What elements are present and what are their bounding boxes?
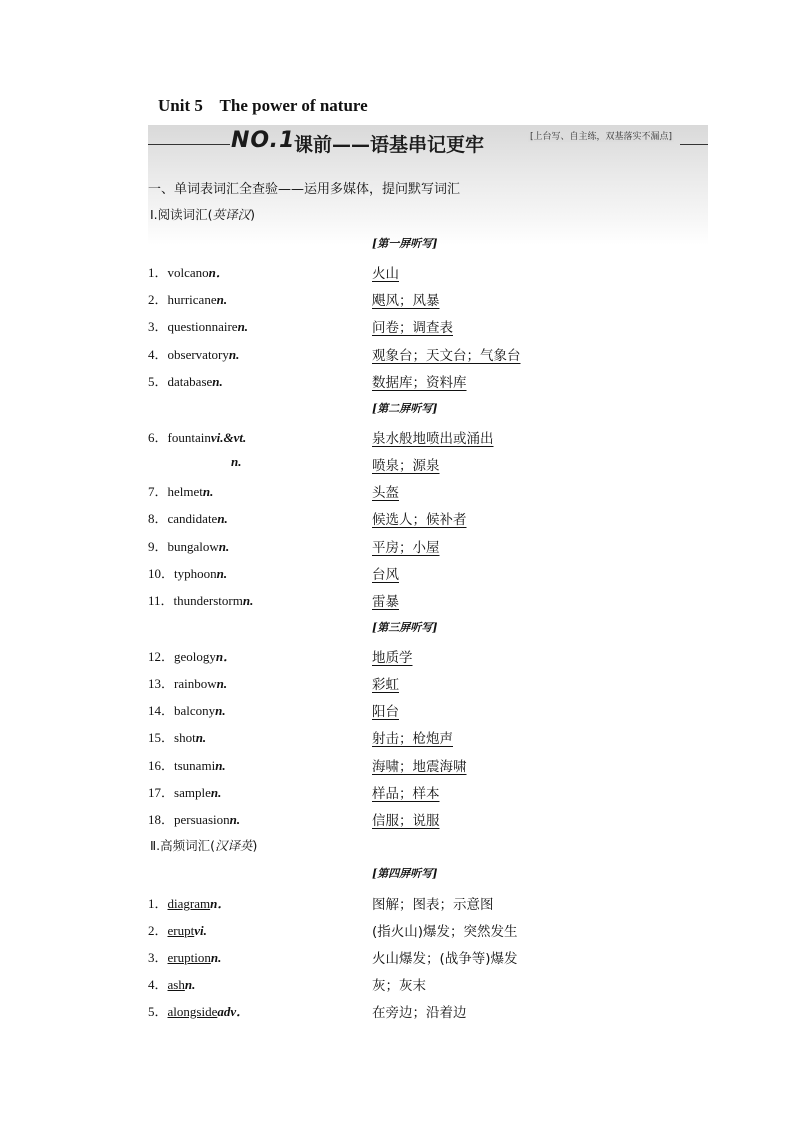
chinese-meaning: 头盔 (372, 485, 399, 501)
english-term (148, 481, 213, 500)
english-term (148, 700, 226, 719)
part2-label: Ⅱ.高频词汇( (150, 838, 216, 853)
chinese-meaning: 图解；图表；示意图 (372, 897, 494, 913)
part-of-speech: n. (212, 374, 223, 389)
word-row (148, 755, 708, 775)
english-word: hurricane (167, 292, 217, 307)
chinese-meaning: 彩虹 (372, 677, 399, 693)
chinese-meaning: 平房；小屋 (372, 540, 440, 556)
item-number: 1． (148, 265, 168, 280)
item-number: 4． (148, 977, 168, 992)
chinese-meaning: 阳台 (372, 704, 399, 720)
listen-label: [第四屏听写] (372, 867, 438, 880)
english-term (148, 508, 228, 527)
part-of-speech: adv． (217, 1004, 250, 1019)
stage-note (528, 132, 674, 148)
chinese-meaning: 问卷；调查表 (372, 320, 453, 336)
english-word: diagram (167, 896, 211, 911)
item-number: 5． (148, 1004, 168, 1019)
item-number: 2． (148, 292, 168, 307)
word-row (148, 727, 708, 747)
chinese-meaning: 在旁边；沿着边 (372, 1005, 467, 1021)
english-term (148, 563, 227, 582)
english-term (148, 893, 230, 912)
item-number: 9． (148, 539, 168, 554)
chinese-meaning: 火山 (372, 266, 399, 282)
word-row (148, 371, 708, 391)
part-of-speech: n． (210, 896, 231, 911)
chinese-meaning: 灰；灰末 (372, 978, 426, 994)
english-word: observatory (167, 347, 229, 362)
part1-close: ) (250, 207, 255, 222)
chinese-meaning: 数据库；资料库 (372, 375, 467, 391)
stage-note-text: [上台写、自主练，双基落实不漏点] (530, 132, 673, 142)
part-of-speech: n. (202, 484, 214, 499)
part-of-speech: n. (231, 454, 242, 469)
english-word: geology (174, 649, 216, 664)
part1-mode: 英译汉 (212, 207, 251, 222)
banner-rule-right (680, 144, 708, 145)
english-word: rainbow (174, 676, 217, 691)
item-number: 12． (148, 649, 175, 664)
word-row (148, 344, 708, 364)
english-word: typhoon (174, 566, 217, 581)
item-number: 18． (148, 812, 175, 827)
part-of-speech: n. (215, 758, 226, 773)
english-term (148, 344, 239, 363)
part1-label: Ⅰ.阅读词汇( (150, 207, 213, 222)
part-of-speech: n. (217, 511, 228, 526)
english-word: shot (174, 730, 196, 745)
part-of-speech: n. (237, 319, 249, 334)
english-word: alongside (167, 1004, 218, 1019)
banner-rule-left (148, 144, 230, 145)
word-row (148, 673, 708, 693)
word-row (148, 809, 708, 829)
chinese-meaning: 射击；枪炮声 (372, 731, 453, 747)
word-row (148, 536, 708, 556)
item-number: 17． (148, 785, 175, 800)
chinese-meaning: 观象台；天文台；气象台 (372, 348, 521, 364)
chinese-meaning: 地质学 (372, 650, 413, 666)
chinese-meaning: 海啸；地震海啸 (372, 759, 467, 775)
part-of-speech: vi.&vt. (210, 430, 247, 445)
part2-close: ) (252, 838, 258, 853)
word-row (148, 700, 708, 720)
english-word: tsunami (174, 758, 216, 773)
english-word: thunderstorm (173, 593, 243, 608)
part-of-speech: n. (228, 347, 240, 362)
unit-title: Unit 5 The power of nature (158, 96, 368, 115)
word-row (148, 920, 708, 940)
word-row (148, 893, 708, 913)
english-word: bungalow (167, 539, 219, 554)
english-word: ash (167, 977, 185, 992)
word-row (148, 508, 708, 528)
item-number: 4． (148, 347, 168, 362)
word-row (148, 947, 708, 967)
item-number: 7． (148, 484, 168, 499)
english-word: volcano (167, 265, 209, 280)
word-row (148, 481, 708, 501)
item-number: 1． (148, 896, 168, 911)
english-term (148, 536, 229, 555)
chinese-meaning: 飓风；风暴 (372, 293, 440, 309)
word-row (148, 1001, 708, 1021)
part-of-speech: n. (210, 950, 222, 965)
item-number: 8． (148, 511, 168, 526)
item-number: 3． (148, 319, 168, 334)
part-of-speech: n． (208, 265, 229, 280)
chinese-meaning: 泉水般地喷出或涌出 (372, 431, 494, 447)
word-row (148, 289, 708, 309)
english-term (148, 782, 221, 801)
part2-mode: 汉译英 (215, 838, 253, 853)
item-number: 2． (148, 923, 168, 938)
word-row (148, 646, 708, 666)
word-row (148, 316, 708, 336)
english-word: balcony (174, 703, 216, 718)
part-of-speech: n. (210, 785, 222, 800)
part-of-speech: n. (242, 593, 254, 608)
item-number: 5． (148, 374, 168, 389)
part1-heading (150, 205, 255, 223)
english-word: database (167, 374, 213, 389)
part2-heading (150, 836, 257, 854)
word-row (148, 590, 708, 610)
part-of-speech: vi. (194, 923, 207, 938)
item-number: 16． (148, 758, 175, 773)
item-number: 13． (148, 676, 175, 691)
part-of-speech: n. (184, 977, 196, 992)
chinese-meaning: 信服；说服 (372, 813, 440, 829)
english-term (148, 947, 221, 966)
english-word: helmet (167, 484, 203, 499)
english-word: erupt (167, 923, 195, 938)
english-term (148, 427, 246, 446)
word-row (148, 974, 708, 994)
part-of-speech: n． (215, 649, 237, 664)
english-term (148, 289, 227, 308)
stage-number: NO.1 (231, 128, 296, 153)
word-row (148, 427, 708, 447)
english-term (148, 673, 227, 692)
english-term (148, 646, 236, 665)
stage-title: 课前——语基串记更牢 (294, 134, 485, 156)
chinese-meaning: 台风 (372, 567, 399, 583)
english-term (148, 755, 226, 774)
stage-banner (148, 128, 708, 158)
chinese-meaning: 喷泉；源泉 (372, 458, 440, 474)
section-heading: 一、单词表词汇全查验——运用多媒体，提问默写词汇 (148, 182, 461, 197)
english-term (148, 974, 195, 993)
part-of-speech: n. (216, 566, 228, 581)
item-number: 3． (148, 950, 168, 965)
english-term (148, 1001, 249, 1020)
listen-label: [第二屏听写] (372, 402, 438, 415)
english-term (148, 727, 206, 746)
english-word: fountain (167, 430, 211, 445)
chinese-meaning: 雷暴 (372, 594, 399, 610)
item-number: 6． (148, 430, 168, 445)
item-number: 14． (148, 703, 175, 718)
chinese-meaning: 火山爆发；(战争等)爆发 (372, 951, 518, 967)
part-of-speech: n. (218, 539, 230, 554)
english-word: questionnaire (167, 319, 238, 334)
english-word: candidate (167, 511, 218, 526)
listen-label: [第三屏听写] (372, 621, 438, 634)
english-term (148, 809, 240, 828)
english-term (148, 262, 229, 281)
chinese-meaning: 样品；样本 (372, 786, 440, 802)
english-term (148, 590, 253, 609)
word-row (148, 454, 708, 474)
part-of-speech: n. (195, 730, 207, 745)
english-word: eruption (167, 950, 211, 965)
chinese-meaning: (指火山)爆发；突然发生 (372, 924, 518, 940)
word-row (148, 563, 708, 583)
part-of-speech: n. (215, 703, 226, 718)
word-row (148, 782, 708, 802)
word-row (148, 262, 708, 282)
english-term (148, 316, 248, 335)
item-number: 11． (148, 593, 174, 608)
english-term (148, 371, 223, 390)
english-term (148, 920, 207, 939)
item-number: 15． (148, 730, 175, 745)
listen-label: [第一屏听写] (372, 237, 438, 250)
part-of-speech: n. (216, 676, 228, 691)
item-number: 10． (148, 566, 175, 581)
chinese-meaning: 候选人；候补者 (372, 512, 467, 528)
part-of-speech: n. (229, 812, 241, 827)
english-word: persuasion (174, 812, 230, 827)
part-of-speech: n. (216, 292, 228, 307)
english-word: sample (174, 785, 211, 800)
